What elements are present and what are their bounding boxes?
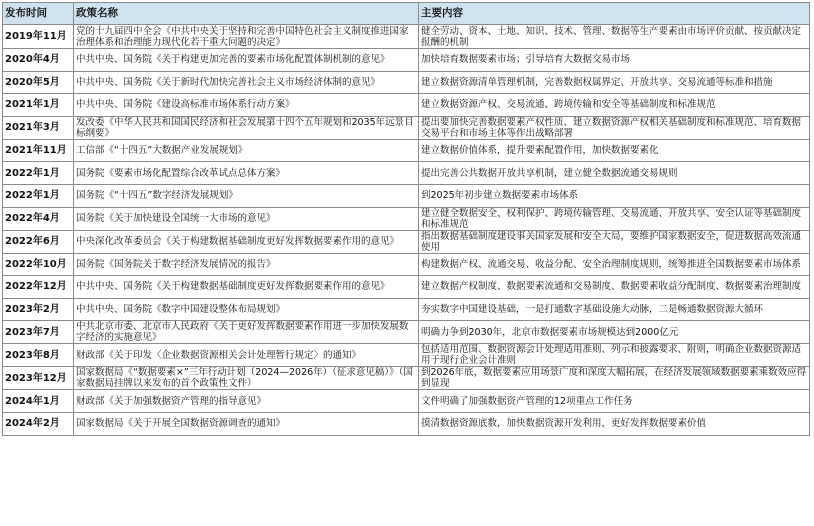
content-cell: 健全劳动、资本、土地、知识、技术、管理、数据等生产要素由市场评价贡献、按贡献决定报酬的机制 [419, 25, 810, 49]
policy-name-cell: 国务院《要素市场化配置综合改革试点总体方案》 [74, 162, 419, 185]
date-cell: 2021年1月 [3, 94, 74, 117]
table-row [3, 184, 810, 207]
policy-name-cell: 中共中央、国务院《建设高标准市场体系行动方案》 [74, 94, 419, 117]
table-row [3, 276, 810, 299]
table-row [3, 94, 810, 117]
table-row [3, 139, 810, 162]
policy-name-cell: 发改委《中华人民共和国国民经济和社会发展第十四个五年规划和2035年远景目标纲要》 [74, 116, 419, 139]
date-cell: 2022年1月 [3, 184, 74, 207]
table-row [3, 162, 810, 185]
date-cell: 2019年11月 [3, 25, 74, 49]
policy-name-cell: 工信部《“十四五”大数据产业发展规划》 [74, 139, 419, 162]
table-row [3, 321, 810, 344]
content-cell: 指出数据基础制度建设事关国家发展和安全大局，要维护国家数据安全，促进数据高效流通使用 [419, 230, 810, 253]
table-row [3, 253, 810, 276]
date-cell: 2021年3月 [3, 116, 74, 139]
content-cell: 构建数据产权、流通交易、收益分配、安全治理制度规则，统筹推进全国数据要素市场体系 [419, 253, 810, 276]
table-row [3, 344, 810, 367]
content-cell: 建立数据产权制度、数据要素流通和交易制度、数据要素收益分配制度、数据要素治理制度 [419, 276, 810, 299]
table-header-row [3, 3, 810, 25]
content-cell: 摸清数据资源底数，加快数据资源开发利用，更好发挥数据要素价值 [419, 412, 810, 435]
date-cell: 2023年2月 [3, 298, 74, 321]
content-cell: 提出要加快完善数据要素产权性质、建立数据资源产权相关基础制度和标准规范、培育数据交易平台和市场主体等作出战略部署 [419, 116, 810, 139]
table-row [3, 116, 810, 139]
content-cell: 明确力争到2030年，北京市数据要素市场规模达到2000亿元 [419, 321, 810, 344]
policy-name-cell: 国务院《“十四五”数字经济发展规划》 [74, 184, 419, 207]
policy-name-cell: 财政部《关于印发〈企业数据资源相关会计处理暂行规定〉的通知》 [74, 344, 419, 367]
date-cell: 2021年11月 [3, 139, 74, 162]
policy-name-cell: 国务院《国务院关于数字经济发展情况的报告》 [74, 253, 419, 276]
table-row [3, 71, 810, 94]
policy-name-cell: 中共北京市委、北京市人民政府《关于更好发挥数据要素作用进一步加快发展数字经济的实施意见》 [74, 321, 419, 344]
policy-name-cell: 中央深化改革委员会《关于构建数据基础制度更好发挥数据要素作用的意见》 [74, 230, 419, 253]
table-row [3, 207, 810, 230]
header-date: 发布时间 [3, 3, 74, 25]
date-cell: 2022年6月 [3, 230, 74, 253]
content-cell: 到2026年底，数据要素应用场景广度和深度大幅拓展，在经济发展领域数据要素乘数效应得到显现 [419, 367, 810, 390]
content-cell: 包括适用范围、数据资源会计处理适用准则、列示和披露要求、附则，明确企业数据资源适用于现行企业会计准则 [419, 344, 810, 367]
table-row [3, 25, 810, 49]
table-row [3, 49, 810, 72]
policy-name-cell: 国家数据局《关于开展全国数据资源调查的通知》 [74, 412, 419, 435]
header-policy-name: 政策名称 [74, 3, 419, 25]
date-cell: 2022年10月 [3, 253, 74, 276]
table-row [3, 230, 810, 253]
policy-name-cell: 党的十九届四中全会《中共中央关于坚持和完善中国特色社会主义制度推进国家治理体系和治理能力现代化若干重大问题的决定》 [74, 25, 419, 49]
policy-name-cell: 中共中央、国务院《关于新时代加快完善社会主义市场经济体制的意见》 [74, 71, 419, 94]
policy-name-cell: 国务院《关于加快建设全国统一大市场的意见》 [74, 207, 419, 230]
content-cell: 建立数据资源清单管理机制，完善数据权属界定、开放共享、交易流通等标准和措施 [419, 71, 810, 94]
content-cell: 建立健全数据安全、权利保护、跨境传输管理、交易流通、开放共享、安全认证等基础制度和标准规范 [419, 207, 810, 230]
table-body [3, 25, 810, 436]
policy-name-cell: 中共中央、国务院《关于构建数据基础制度更好发挥数据要素作用的意见》 [74, 276, 419, 299]
policy-name-cell: 国家数据局《“数据要素×”三年行动计划（2024—2026年）（征求意见稿）》（国家数据局挂牌以来发布的首个政策性文件） [74, 367, 419, 390]
policy-table [2, 2, 810, 436]
date-cell: 2023年12月 [3, 367, 74, 390]
date-cell: 2020年4月 [3, 49, 74, 72]
date-cell: 2023年8月 [3, 344, 74, 367]
content-cell: 到2025年初步建立数据要素市场体系 [419, 184, 810, 207]
date-cell: 2022年12月 [3, 276, 74, 299]
date-cell: 2024年2月 [3, 412, 74, 435]
content-cell: 加快培育数据要素市场；引导培育大数据交易市场 [419, 49, 810, 72]
policy-name-cell: 中共中央、国务院《关于构建更加完善的要素市场化配置体制机制的意见》 [74, 49, 419, 72]
date-cell: 2022年1月 [3, 162, 74, 185]
content-cell: 夯实数字中国建设基础，一是打通数字基础设施大动脉，二是畅通数据资源大循环 [419, 298, 810, 321]
content-cell: 建立数据价值体系，提升要素配置作用，加快数据要素化 [419, 139, 810, 162]
policy-name-cell: 财政部《关于加强数据资产管理的指导意见》 [74, 390, 419, 413]
content-cell: 建立数据资源产权、交易流通、跨境传输和安全等基础制度和标准规范 [419, 94, 810, 117]
date-cell: 2022年4月 [3, 207, 74, 230]
table-row [3, 367, 810, 390]
policy-name-cell: 中共中央、国务院《数字中国建设整体布局规划》 [74, 298, 419, 321]
date-cell: 2023年7月 [3, 321, 74, 344]
table-row [3, 390, 810, 413]
date-cell: 2020年5月 [3, 71, 74, 94]
table-row [3, 298, 810, 321]
header-main-content: 主要内容 [419, 3, 810, 25]
date-cell: 2024年1月 [3, 390, 74, 413]
content-cell: 文件明确了加强数据资产管理的12项重点工作任务 [419, 390, 810, 413]
table-row [3, 412, 810, 435]
content-cell: 提出完善公共数据开放共享机制，建立健全数据流通交易规则 [419, 162, 810, 185]
